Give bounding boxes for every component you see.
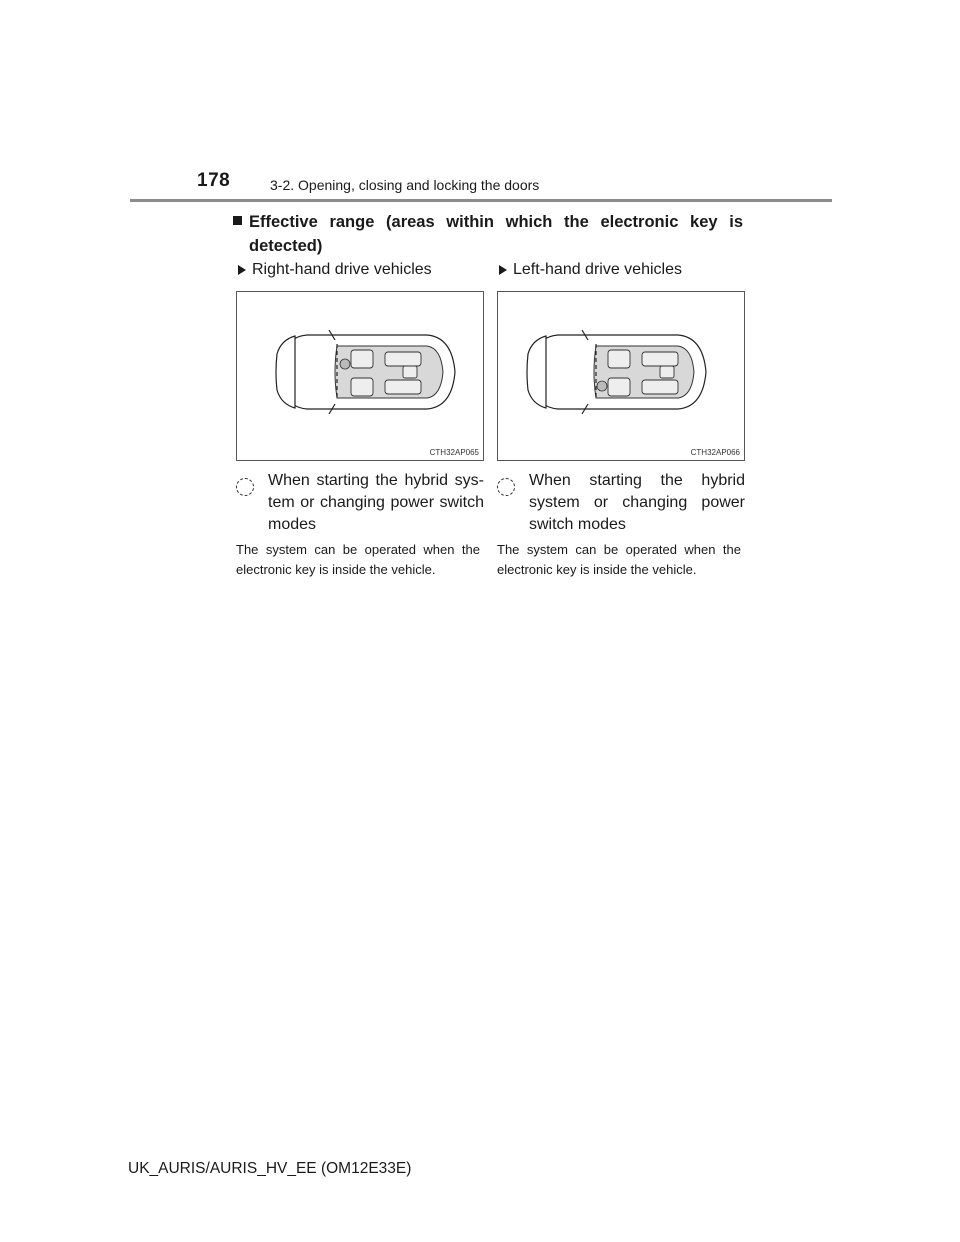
square-bullet-icon bbox=[233, 216, 242, 225]
section-title: 3-2. Opening, closing and locking the doors bbox=[270, 177, 540, 193]
section-heading bbox=[233, 210, 743, 258]
column-right-hand-drive bbox=[236, 258, 484, 577]
page-number: 178 bbox=[197, 170, 231, 191]
column-left-hand-drive bbox=[497, 258, 745, 577]
car-top-view-icon bbox=[498, 292, 744, 460]
car-diagram-figure bbox=[236, 291, 484, 461]
legend-text: When starting the hybrid sys-tem or changing power switch modes bbox=[268, 472, 484, 533]
triangle-bullet-icon bbox=[499, 265, 507, 275]
description: The system can be operated when the electronic key is inside the vehicle. bbox=[236, 542, 480, 577]
figure-code: CTH32AP066 bbox=[690, 448, 740, 457]
figure-code: CTH32AP065 bbox=[429, 448, 479, 457]
legend bbox=[497, 470, 745, 536]
dashed-circle-icon bbox=[497, 478, 515, 496]
header-rule bbox=[130, 199, 832, 202]
legend bbox=[236, 470, 484, 536]
dashed-circle-icon bbox=[236, 478, 254, 496]
heading-line-1: Effective range (areas within which the electronic key is bbox=[249, 213, 743, 231]
subhead bbox=[497, 258, 745, 282]
subhead-label: Right-hand drive vehicles bbox=[252, 261, 432, 278]
car-diagram-figure bbox=[497, 291, 745, 461]
triangle-bullet-icon bbox=[238, 265, 246, 275]
car-top-view-icon bbox=[237, 292, 483, 460]
subhead bbox=[236, 258, 484, 282]
description: The system can be operated when the electronic key is inside the vehicle. bbox=[497, 542, 741, 577]
heading-line-2: detected) bbox=[249, 237, 323, 255]
subhead-label: Left-hand drive vehicles bbox=[513, 261, 682, 278]
legend-text: When starting the hybrid system or changing power switch modes bbox=[529, 472, 745, 533]
footer-model: UK_AURIS/AURIS_HV_EE (OM12E33E) bbox=[128, 1160, 412, 1177]
